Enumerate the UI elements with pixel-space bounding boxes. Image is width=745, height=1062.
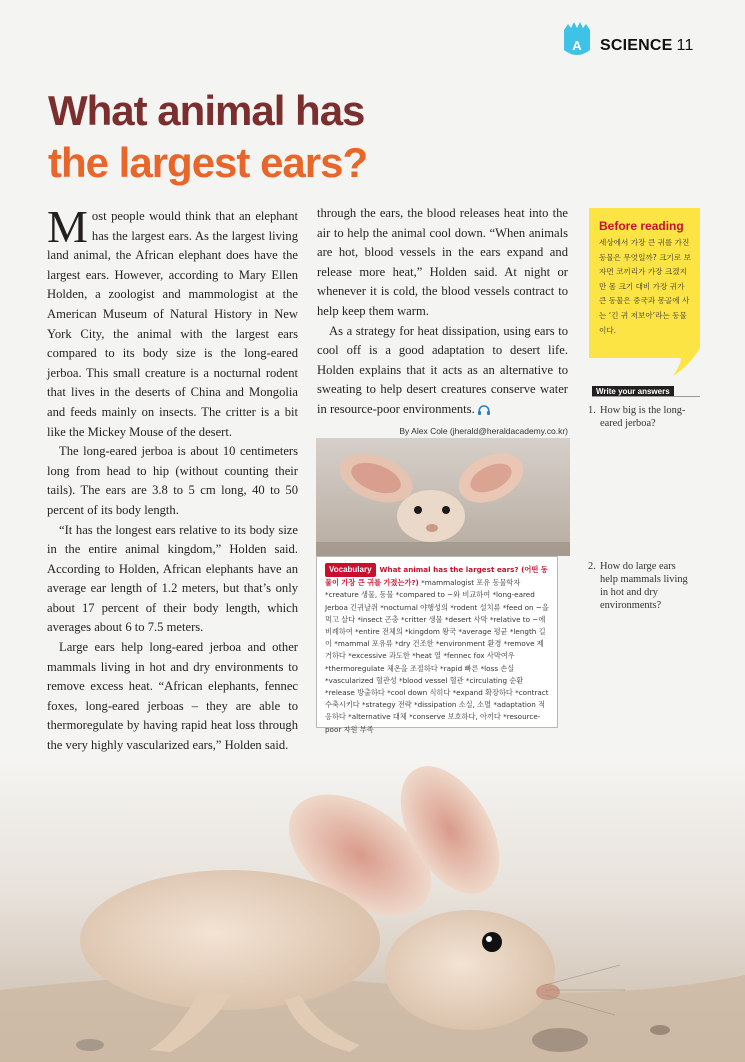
jerboa-photo-small [316,438,570,556]
badge-letter: A [572,38,582,53]
section-header [600,37,694,55]
vocabulary-question: What animal has the largest ears? (어떤 동물이 가장 큰 귀를 가졌는가?) [325,565,548,588]
article-paragraph: The long-eared jerboa is about 10 centimeters long from head to hip (without counting their tails). The ears are 3.8 to 5 cm long, 40 to 50 percent of its body length. [47,444,298,517]
headphones-icon [478,405,490,415]
question-1: 1. How big is the long-eared jerboa? [588,405,686,429]
jerboa-photo-large [0,760,745,1062]
jerboa-illustration-large [0,760,745,1062]
byline: By Alex Cole (jherald@heraldacademy.co.kr) [399,425,568,436]
before-reading-box [589,208,700,370]
article-column-2 [317,204,568,441]
drop-cap: M [47,201,88,252]
section-name: SCIENCE [600,37,673,54]
vocabulary-box [316,556,558,734]
before-reading-title: Before reading [599,219,684,233]
title-line-2: the largest ears? [48,139,368,186]
vocabulary-list: *mammalogist 포유 동물학자 *creature 생물, 동물 *compared to ~와 비교하여 *long-eared Jerboa 긴귀날쥐 *nocturnal 야행성의 *rodent 설치류 *feed on ~을 먹고 살다 *insect 곤충 *critter 생물 *desert 사막 *relative to ~에 비례하여 *entire 전체의 *kingdom 왕국 *average 평균 *length 길이 *mammal 포유류 *dry 건조한 *environment 환경 *remove 제거하다 *excessive 과도한 *heat 열 *fennec fox 사막여우 *thermoregulate 체온을 조절하다 *rapid 빠른 *loss 손실 *vascularized 혈관성 *blood vessel 혈관 *circulating 순환 *release 방출하다 *cool down 식히다 *expand 확장하다 *contract 수축시키다 *strategy 전략 *dissipation 소실, 소멸 *adaptation 적응하다 *alternative 대체 *conserve 보호하다, 아끼다 *resource-poor 자원 부족 [325,578,549,734]
write-answers-tag: Write your answers [592,386,674,397]
jerboa-illustration-small [316,438,570,556]
before-reading-text: 세상에서 가장 큰 귀를 가진 동물은 무엇일까? 크기로 보자면 코끼리가 가장 크겠지만 몸 크기 대비 가장 귀가 큰 동물은 중국과 몽골에 사는 ‘긴 귀 저보아’라는 동물이다. [599,238,691,335]
article-column-1 [47,201,298,795]
vocabulary-tag: Vocabulary [325,563,376,577]
page-number: 11 [676,37,694,54]
article-paragraph: As a strategy for heat dissipation, using ears to cool off is a good adaptation to desert life. Holden explains that it acts as an alternative to sweating to help desert creatures conserve water in resource-poor environments. [317,323,568,416]
divider [592,396,700,397]
article-paragraph: Most people would think that an elephant has the largest ears. As the largest living land animal, the African elephant does have the largest ears. However, according to Mary Ellen Holden, a zoologist and mammologist at the American Museum of Natural History in New York City, the animal with the largest ears compared to its body size is the long-eared jerboa. This small creature is a nocturnal rodent that lives in the deserts of China and Mongolia and feeds mainly on insects. The critter is a bit like the Mickey Mouse of the desert. [47,201,298,439]
advanced-level-badge-icon [560,20,594,60]
article-paragraph: through the ears, the blood releases heat into the air to help the animal cool down. “When animals are hot, blood vessels in the ears expand and release more heat,” Holden said. At night or whenever it is cold, the blood vessels contract to help keep them warm. [317,206,568,318]
title-line-1: What animal has [48,87,365,134]
article-paragraph: Large ears help long-eared jerboa and other mammals living in hot and dry environments to remove excess heat. “African elephants, fennec foxes, long-eared jerboas – they are able to thermoregulate by having rapid heat loss through the very highly vascularized ears,” Holden said. [47,640,298,753]
question-2: 2. How do large ears help mammals living in hot and dry environments? [588,561,688,611]
article-paragraph: “It has the longest ears relative to its body size in the entire animal kingdom,” Holden said. According to Holden, African elephants have an average ear length of 1.2 meters, but that’s only about 17 percent of their body length, which averages about 6 to 7.5 meters. [47,522,298,635]
